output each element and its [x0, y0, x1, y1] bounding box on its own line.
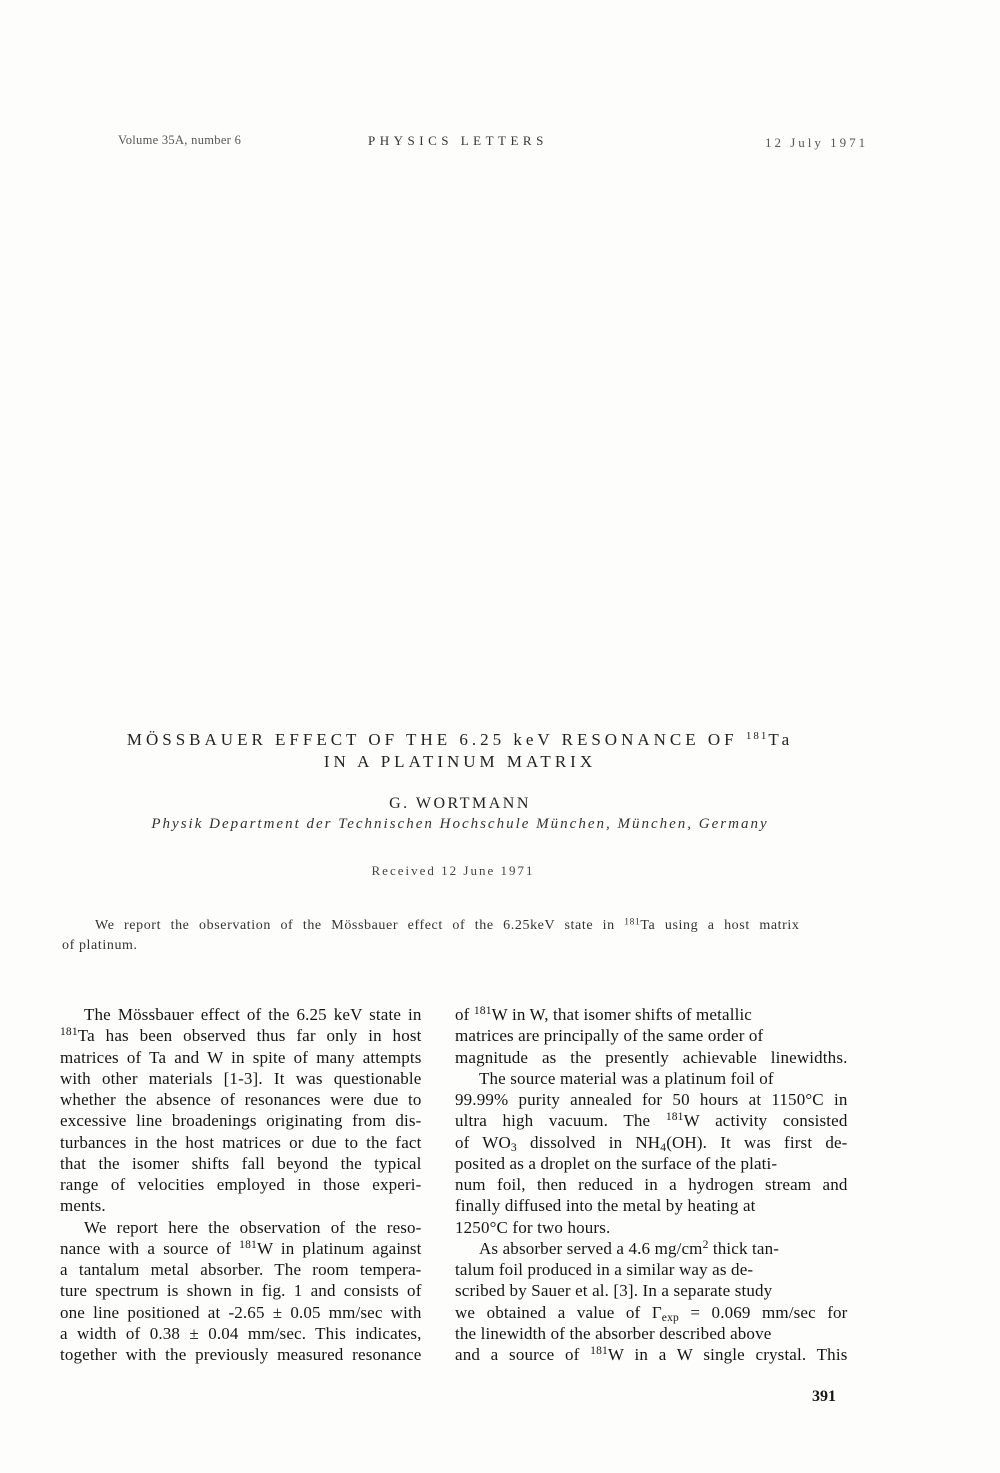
text-run: 99.99% purity annealed for 50 hours at 1150°C in: [455, 1090, 848, 1109]
text-run: the linewidth of the absorber described above: [455, 1323, 772, 1343]
text-line: [60, 1217, 422, 1238]
text-line-content: [455, 1133, 848, 1152]
text-line-content: [60, 1175, 422, 1194]
text-run: turbances in the host matrices or due to the fact: [60, 1132, 422, 1152]
text-line-content: [60, 1111, 422, 1130]
text-line-content: [60, 1303, 422, 1322]
text-line-content: [455, 1324, 771, 1343]
superscript: 181: [590, 1344, 608, 1358]
received-date: Received 12 June 1971: [371, 863, 535, 878]
text-line-content: [84, 1218, 422, 1237]
text-line: [60, 1238, 422, 1259]
text-line-content: [60, 1026, 422, 1045]
text-line-content: [455, 1303, 848, 1322]
text-line: [60, 1132, 422, 1153]
text-run: W in W, that isomer shifts of metallic: [491, 1005, 753, 1024]
text-line-content: [455, 1090, 848, 1109]
text-run: thick tan-: [708, 1238, 780, 1258]
subscript: exp: [661, 1310, 679, 1324]
text-line: [455, 1089, 848, 1110]
text-line-content: [455, 1281, 772, 1300]
title-text: MÖSSBAUER EFFECT OF THE 6.25 keV RESONANCE OF: [126, 730, 746, 749]
author-name: G. WORTMANN: [389, 795, 531, 812]
text-run: magnitude as the presently achievable linewidths.: [455, 1047, 848, 1067]
text-line: [455, 1280, 848, 1301]
text-line: [455, 1259, 848, 1280]
paragraph: [455, 1238, 848, 1366]
text-line-content: [60, 1281, 422, 1300]
text-line-content: [60, 1324, 422, 1343]
text-run: W in platinum against: [256, 1238, 422, 1258]
text-line-content: [455, 1005, 752, 1024]
text-run: one line positioned at -2.65 ± 0.05 mm/sec with: [60, 1302, 422, 1322]
text-line: [455, 1110, 848, 1131]
text-run: scribed by Sauer et al. [3]. In a separate study: [455, 1281, 773, 1301]
paragraph: [60, 1004, 422, 1217]
text-line-content: [455, 1111, 848, 1130]
text-run: that the isomer shifts fall beyond the typical: [60, 1153, 422, 1173]
text-line: [455, 1068, 848, 1089]
text-run: 1250°C for two hours.: [455, 1217, 611, 1237]
superscript: 181: [60, 1025, 78, 1039]
text-line: [60, 1025, 422, 1046]
text-line-content: [479, 1069, 774, 1088]
title-mass-number: 181: [745, 730, 769, 742]
title-element: Ta: [768, 730, 794, 749]
text-line-content: [60, 1196, 106, 1215]
text-line: [60, 1153, 422, 1174]
text-run: ments.: [60, 1196, 106, 1216]
text-run: with other materials [1-3]. It was questionable: [60, 1068, 422, 1088]
text-line-content: [60, 1154, 422, 1173]
text-run: matrices of Ta and W in spite of many attempts: [60, 1047, 422, 1067]
text-line-content: [455, 1218, 610, 1237]
text-line: [60, 1004, 422, 1025]
text-run: The Mössbauer effect of the 6.25 keV state in: [84, 1005, 422, 1024]
text-line: [60, 1344, 422, 1365]
text-line: [455, 1174, 848, 1195]
paragraph: [60, 1217, 422, 1366]
text-line-content: [455, 1260, 753, 1279]
text-line: [455, 1323, 848, 1344]
text-line: [62, 936, 800, 956]
superscript: 181: [624, 917, 641, 928]
text-line: [60, 1195, 422, 1216]
text-line-content: [455, 1026, 763, 1045]
title-line-2: IN A PLATINUM MATRIX: [323, 752, 597, 771]
text-run: The source material was a platinum foil of: [479, 1068, 774, 1088]
text-run: whether the absence of resonances were due to: [60, 1090, 422, 1109]
journal-name: PHYSICS LETTERS: [368, 133, 548, 148]
superscript: 2: [702, 1237, 709, 1251]
text-line: [455, 1132, 848, 1153]
text-line-content: [455, 1196, 756, 1215]
subscript: 4: [660, 1140, 667, 1154]
text-line-content: [60, 1239, 422, 1258]
text-line: [455, 1217, 848, 1238]
text-run: posited as a droplet on the surface of the plati-: [455, 1153, 778, 1173]
title-line-1: [60, 729, 860, 751]
text-run: together with the previously measured resonance: [60, 1345, 422, 1364]
text-line-content: [95, 918, 799, 933]
text-line-content: [60, 1345, 422, 1364]
text-line: [60, 1110, 422, 1131]
text-line-content: [62, 938, 138, 953]
text-line-content: [60, 1048, 422, 1067]
text-run: We report here the observation of the reso-: [84, 1217, 422, 1237]
text-line-content: [455, 1154, 777, 1173]
text-line: [60, 1068, 422, 1089]
text-line: [62, 916, 800, 936]
text-line: [60, 1323, 422, 1344]
text-line: [60, 1047, 422, 1068]
text-line: [60, 1089, 422, 1110]
text-run: W in a W single crystal. This: [607, 1345, 848, 1364]
text-run: excessive line broadenings originating from dis-: [60, 1111, 422, 1131]
text-run: num foil, then reduced in a hydrogen stream and: [455, 1175, 848, 1194]
text-run: Ta using a host matrix: [640, 918, 800, 933]
text-run: a width of 0.38 ± 0.04 mm/sec. This indicates,: [60, 1323, 422, 1343]
text-line-content: [60, 1260, 422, 1279]
text-run: As absorber served a 4.6 mg/cm: [479, 1238, 703, 1258]
text-run: Ta has been observed thus far only in host: [77, 1026, 422, 1046]
text-run: ultra high vacuum. The: [455, 1111, 666, 1131]
superscript: 181: [665, 1110, 684, 1124]
superscript: 181: [239, 1237, 257, 1251]
right-column: [455, 1004, 848, 1365]
text-run: = 0.069 mm/sec for: [678, 1302, 848, 1322]
text-run: of WO: [455, 1132, 511, 1152]
text-run: We report the observation of the Mössbauer effect of the 6.25keV state in: [95, 918, 625, 933]
text-line-content: [479, 1239, 779, 1258]
subscript: 3: [510, 1140, 517, 1154]
text-line: [455, 1302, 848, 1323]
issue-date: 12 July 1971: [765, 135, 869, 150]
text-line: [60, 1259, 422, 1280]
text-line: [60, 1302, 422, 1323]
text-run: nance with a source of: [60, 1238, 240, 1258]
paragraph-continued: [455, 1004, 848, 1068]
text-run: of platinum.: [62, 938, 138, 953]
text-line: [455, 1195, 848, 1216]
text-run: range of velocities employed in those experi-: [60, 1175, 422, 1194]
text-line-content: [455, 1175, 848, 1194]
text-line-content: [60, 1069, 422, 1088]
text-line: [455, 1238, 848, 1259]
left-column: [60, 1004, 422, 1365]
text-run: dissolved in NH: [516, 1132, 661, 1152]
text-line-content: [60, 1090, 422, 1109]
text-line: [455, 1047, 848, 1068]
abstract: [62, 916, 800, 956]
text-run: ture spectrum is shown in fig. 1 and consists of: [60, 1281, 422, 1301]
text-run: talum foil produced in a similar way as de-: [455, 1260, 754, 1279]
text-run: and a source of: [455, 1345, 591, 1364]
text-line-content: [84, 1005, 422, 1024]
superscript: 181: [473, 1004, 492, 1018]
text-run: matrices are principally of the same order of: [455, 1026, 764, 1046]
article-title: [60, 729, 860, 773]
text-line: [60, 1280, 422, 1301]
text-line-content: [455, 1048, 848, 1067]
text-line: [455, 1153, 848, 1174]
text-run: a tantalum metal absorber. The room tempera-: [60, 1260, 422, 1279]
text-line: [455, 1025, 848, 1046]
text-run: we obtained a value of Γ: [455, 1302, 662, 1322]
text-run: (OH). It was first de-: [666, 1132, 848, 1152]
text-line: [455, 1004, 848, 1025]
text-line-content: [455, 1345, 847, 1364]
volume-number: Volume 35A, number 6: [118, 133, 242, 147]
text-run: W activity consisted: [683, 1111, 848, 1131]
text-line: [60, 1174, 422, 1195]
page-number: 391: [812, 1388, 836, 1405]
text-line: [455, 1344, 848, 1365]
author-affiliation: Physik Department der Technischen Hochschule München, München, Germany: [151, 816, 769, 832]
paragraph: [455, 1068, 848, 1238]
text-line-content: [60, 1133, 422, 1152]
text-run: finally diffused into the metal by heating at: [455, 1196, 756, 1216]
text-run: of: [455, 1005, 474, 1024]
